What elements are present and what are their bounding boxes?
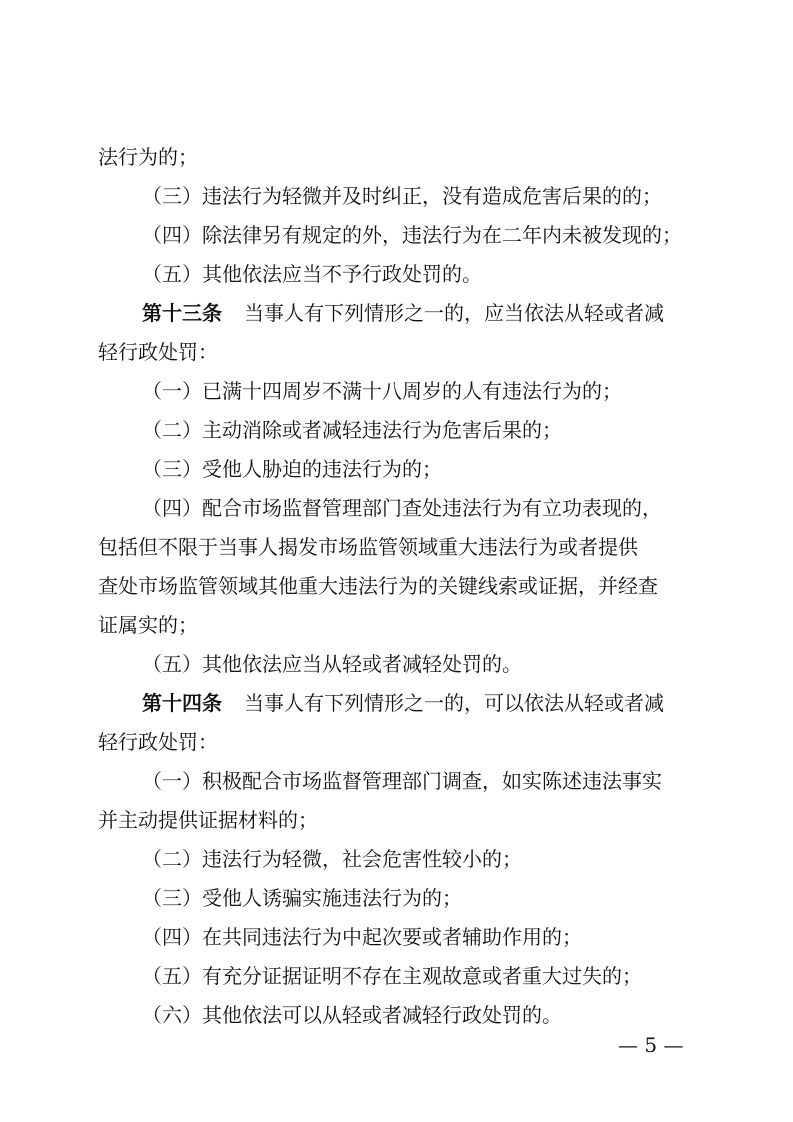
- text-line: 包括但不限于当事人揭发市场监管领域重大违法行为或者提供: [98, 535, 638, 559]
- list-item: （五）有充分证据证明不存在主观故意或者重大过失的；: [142, 964, 642, 988]
- list-item: （三）受他人诱骗实施违法行为的；: [142, 886, 462, 910]
- list-item: （五）其他依法应当不予行政处罚的。: [142, 262, 482, 286]
- page-number: — 5 —: [618, 1033, 684, 1057]
- list-item: （一）已满十四周岁不满十八周岁的人有违法行为的；: [142, 379, 622, 403]
- list-item: （三）受他人胁迫的违法行为的；: [142, 457, 442, 481]
- article-13-title: 第十三条: [142, 301, 222, 325]
- document-body: [98, 138, 698, 1035]
- text-line: 轻行政处罚：: [98, 340, 218, 364]
- list-item: （三）违法行为轻微并及时纠正，没有造成危害后果的的；: [142, 184, 662, 208]
- list-item: （一）积极配合市场监督管理部门调查，如实陈述违法事实: [142, 769, 662, 793]
- text-line: 证属实的；: [98, 613, 198, 637]
- text-line: 轻行政处罚：: [98, 730, 218, 754]
- text-line: 法行为的；: [98, 145, 198, 169]
- list-item: （四）在共同违法行为中起次要或者辅助作用的；: [142, 925, 582, 949]
- article-13-text: 当事人有下列情形之一的，应当依法从轻或者减: [244, 301, 664, 325]
- list-item: （五）其他依法应当从轻或者减轻处罚的。: [142, 652, 522, 676]
- list-item: （六）其他依法可以从轻或者减轻行政处罚的。: [142, 1003, 562, 1027]
- text-line: 并主动提供证据材料的；: [98, 808, 318, 832]
- list-item: （四）除法律另有规定的外，违法行为在二年内未被发现的；: [142, 223, 682, 247]
- article-13-heading-line: [98, 294, 698, 333]
- list-item: （二）主动消除或者减轻违法行为危害后果的；: [142, 418, 562, 442]
- article-14-title: 第十四条: [142, 691, 222, 715]
- list-item: （四）配合市场监督管理部门查处违法行为有立功表现的，: [142, 496, 662, 520]
- article-14-heading-line: [98, 684, 698, 723]
- list-item: （二）违法行为轻微，社会危害性较小的；: [142, 847, 522, 871]
- text-line: 查处市场监管领域其他重大违法行为的关键线索或证据，并经查: [98, 574, 658, 598]
- article-14-text: 当事人有下列情形之一的，可以依法从轻或者减: [244, 691, 664, 715]
